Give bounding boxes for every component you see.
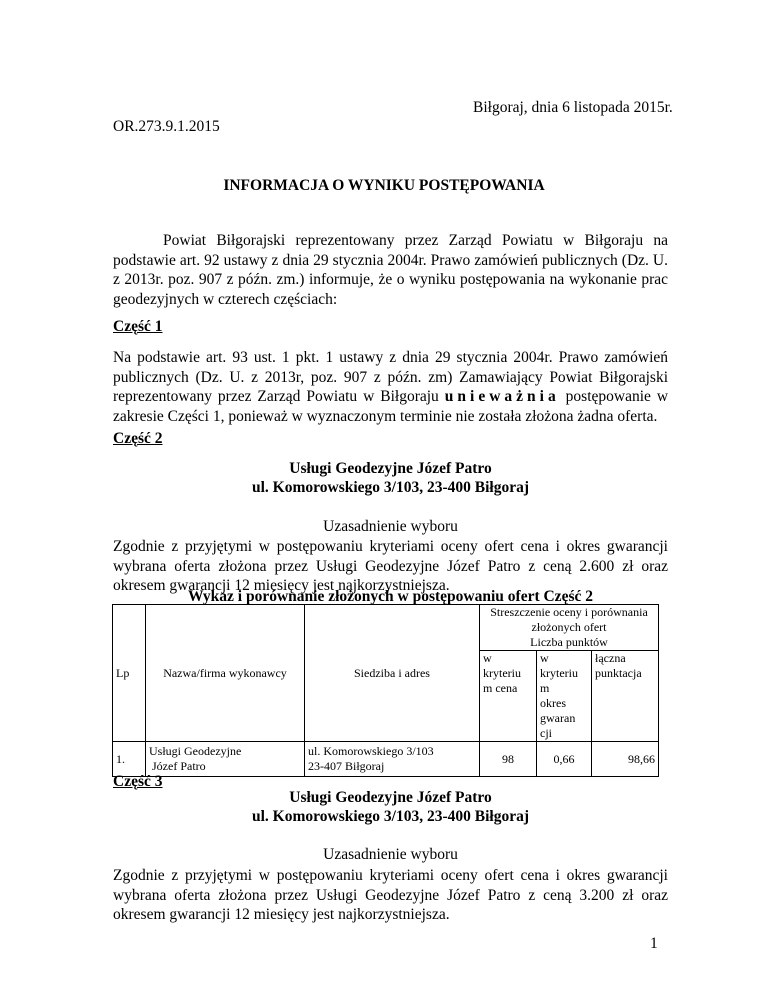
part2-heading: Część 2 xyxy=(113,430,163,447)
place-date: Biłgoraj, dnia 6 listopada 2015r. xyxy=(473,99,673,116)
page-number: 1 xyxy=(650,935,658,952)
intro-paragraph: Powiat Biłgorajski reprezentowany przez Zarząd Powiatu w Biłgoraju na podstawie art. 92 ustawy z dnia 29 stycznia 2004r. Prawo zamówień publicznych (Dz. U. z 2013r. poz. 907 z późn. zm.) informuje, że o wyniku postępowania na wykonanie prac geodezyjnych w czterech częściach: xyxy=(113,232,668,308)
header-summary-line1: Streszczenie oceny i porównania xyxy=(490,605,648,619)
row-total-points: 98,66 xyxy=(592,742,659,777)
part2-justification-title: Uzasadnienie wyboru xyxy=(323,518,458,535)
part1-emphasis: unieważnia xyxy=(444,388,560,405)
part2-table-caption: Wykaz i porównanie złożonych w postępowaniu ofert Część 2 xyxy=(188,588,593,605)
part1-paragraph xyxy=(113,348,668,426)
row-price-points: 98 xyxy=(480,742,537,777)
part3-winner-address: ul. Komorowskiego 3/103, 23-400 Biłgoraj xyxy=(252,808,529,825)
header-warranty-criterion: w kryteriu m okres gwaran cji xyxy=(537,651,592,742)
part2-justification: Zgodnie z przyjętymi w postępowaniu kryteriami oceny ofert cena i okres gwarancji wybrana oferta złożona przez Usługi Geodezyjne Józef Patro z ceną 2.600 zł oraz okresem gwarancji 12 miesięcy jest najkorzystniejsza. xyxy=(113,538,668,594)
header-lp: Lp xyxy=(113,605,146,742)
header-summary xyxy=(480,605,659,651)
part1-text-after: postępowanie w zakresie Części 1, ponieważ w wyznaczonym terminie nie została złożona żadna oferta. xyxy=(113,388,669,425)
row-name: Usługi Geodezyjne Józef Patro xyxy=(146,742,305,777)
offers-table xyxy=(112,604,659,777)
table-header-row xyxy=(113,605,659,651)
header-price-criterion: w kryteriu m cena xyxy=(480,651,537,742)
part1-text-before: Na podstawie art. 93 ust. 1 pkt. 1 ustawy z dnia 29 stycznia 2004r. Prawo zamówień publicznych (Dz. U. z 2013r, poz. 907 z późn. zm) Zamawiający Powiat Biłgorajski reprezentowany przez Zarząd Powiatu w Biłgoraju xyxy=(113,349,668,405)
part3-winner-name: Usługi Geodezyjne Józef Patro xyxy=(289,789,492,806)
header-name: Nazwa/firma wykonawcy xyxy=(146,605,305,742)
part1-heading: Część 1 xyxy=(113,318,163,335)
row-address: ul. Komorowskiego 3/103 23-407 Biłgoraj xyxy=(305,742,480,777)
header-address: Siedziba i adres xyxy=(305,605,480,742)
part2-winner-address: ul. Komorowskiego 3/103, 23-400 Biłgoraj xyxy=(252,479,529,496)
table-row xyxy=(113,742,659,777)
part3-justification-title: Uzasadnienie wyboru xyxy=(323,846,458,863)
row-warranty-points: 0,66 xyxy=(537,742,592,777)
row-lp: 1. xyxy=(113,742,146,777)
part3-justification: Zgodnie z przyjętymi w postępowaniu kryteriami oceny ofert cena i okres gwarancji wybrana oferta złożona przez Usługi Geodezyjne Józef Patro z ceną 3.200 zł oraz okresem gwarancji 12 miesięcy jest najkorzystniejsza. xyxy=(113,867,668,923)
part3-heading: Część 3 xyxy=(113,773,163,790)
part2-winner-name: Usługi Geodezyjne Józef Patro xyxy=(289,460,492,477)
header-summary-line3: Liczba punktów xyxy=(530,635,608,649)
reference-number: OR.273.9.1.2015 xyxy=(113,118,220,135)
document-title: INFORMACJA O WYNIKU POSTĘPOWANIA xyxy=(223,177,545,194)
header-summary-line2: złożonych ofert xyxy=(531,620,607,634)
header-total: łączna punktacja xyxy=(592,651,659,742)
